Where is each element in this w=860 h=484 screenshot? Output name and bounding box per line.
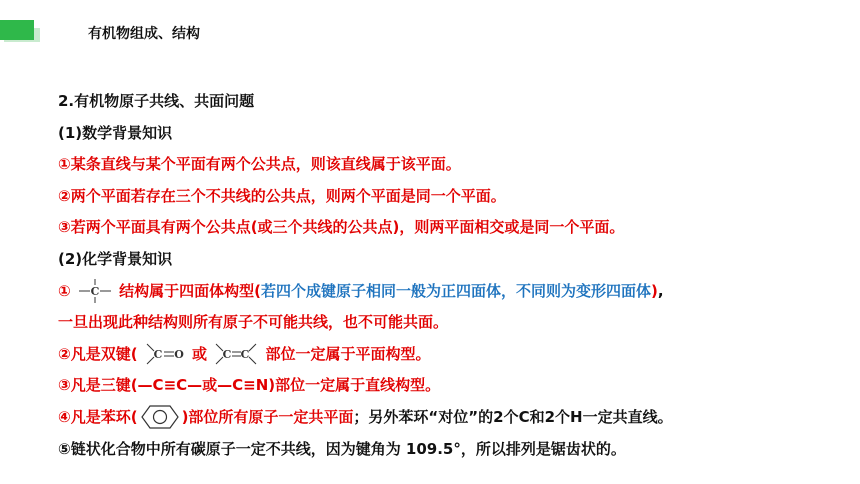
alkene-carbon-left-label: C (222, 348, 232, 362)
benzene-ring-icon (140, 404, 180, 430)
section-heading: 2.有机物原子共线、共面问题 (58, 92, 255, 110)
chem-item-5: ⑤链状化合物中所有碳原子一定不共线，因为键角为 109.5°，所以排列是锯齿状的。 (58, 439, 626, 458)
math-title: (1)数学背景知识 (58, 123, 173, 142)
chem-title: (2)化学背景知识 (58, 249, 173, 268)
carbonyl-oxygen-label: O (174, 348, 184, 362)
chem-item-1-marker: ① (58, 281, 71, 300)
header-title: 有机物组成、结构 (88, 26, 200, 42)
chem-item-1-close: ) (651, 281, 658, 300)
slide-body (58, 86, 848, 465)
alkene-carbon-right-label: C (240, 348, 250, 362)
carbon-atom-label: C (90, 285, 100, 299)
chem-item-1-comma: , (657, 281, 664, 300)
chem-item-4-prefix: ④凡是苯环( (58, 407, 138, 426)
chem-item-1 (58, 276, 848, 308)
header-accent-bar (0, 20, 34, 40)
chem-item-3: ③凡是三键(—C≡C—或—C≡N)部位一定属于直线构型。 (58, 376, 441, 395)
carbonyl-carbon-label: C (153, 348, 163, 362)
tetrahedral-carbon-icon (78, 278, 112, 304)
math-item-2: ②两个平面若存在三个不共线的公共点，则两个平面是同一个平面。 (58, 186, 506, 205)
chem-item-2 (58, 339, 848, 371)
chem-item-1-text: 结构属于四面体构型( (119, 281, 262, 300)
chem-item-2-prefix: ②凡是双键( (58, 344, 138, 363)
carbonyl-double-bond-icon (145, 341, 185, 367)
alkene-double-bond-icon (214, 341, 258, 367)
chem-item-4-text: )部位所有原子一定共平面 (181, 407, 354, 426)
chem-item-4 (58, 402, 848, 434)
chem-item-2-suffix: 部位一定属于平面构型。 (265, 344, 431, 363)
chem-item-1-note: 若四个成键原子相同一般为正四面体，不同则为变形四面体 (261, 281, 652, 300)
chem-item-2-or: 或 (192, 344, 208, 363)
chem-item-1-continuation: 一旦出现此种结构则所有原子不可能共线，也不可能共面。 (58, 313, 449, 332)
math-item-1: ①某条直线与某个平面有两个公共点，则该直线属于该平面。 (58, 155, 461, 174)
chem-item-4-note: ；另外苯环“对位”的2个C和2个H一定共直线。 (353, 407, 673, 426)
math-item-3: ③若两个平面具有两个公共点(或三个共线的公共点)，则两平面相交或是同一个平面。 (58, 218, 625, 237)
